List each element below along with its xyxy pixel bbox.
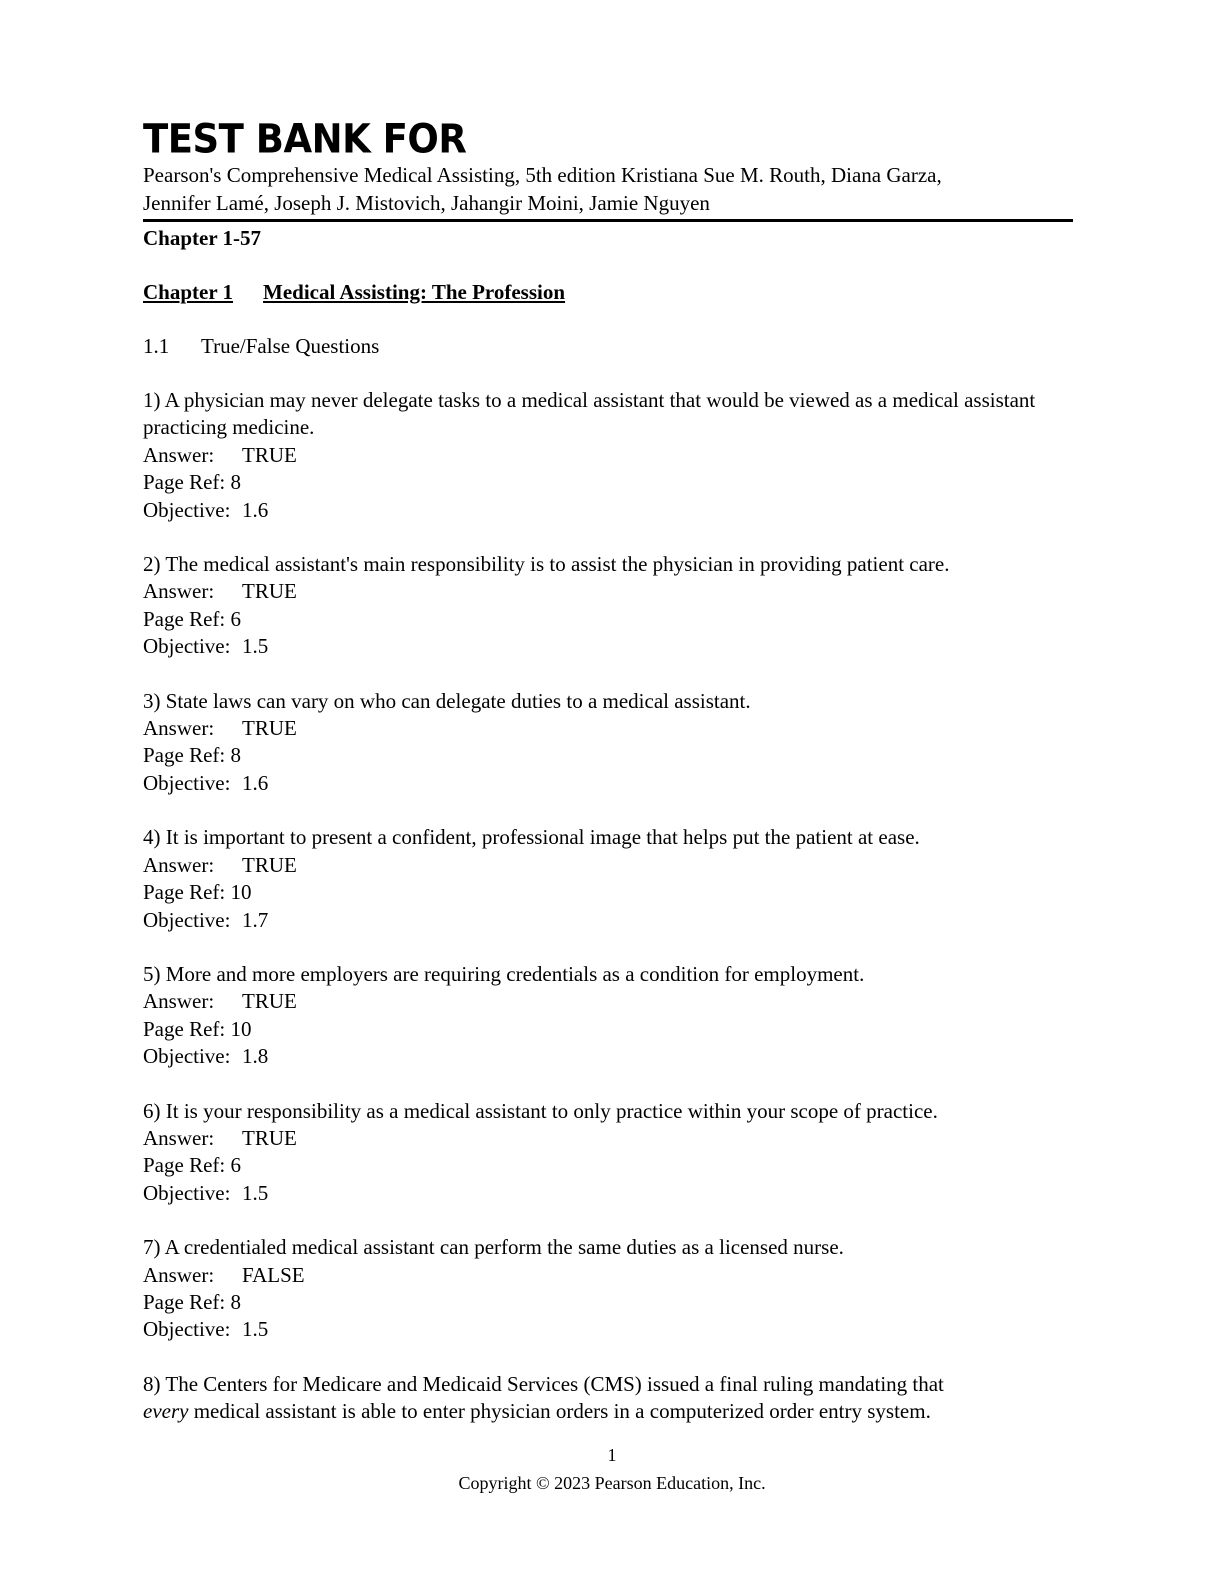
subtitle-line-2: Jennifer Lamé, Joseph J. Mistovich, Jahangir Moini, Jamie Nguyen xyxy=(143,191,710,215)
page-ref-value: 8 xyxy=(230,1289,241,1314)
page-ref-line: Page Ref: 8 xyxy=(143,743,241,768)
question-text: 2) The medical assistant's main responsibility is to assist the physician in providing patient care. xyxy=(143,552,950,577)
question-text: 3) State laws can vary on who can delegate duties to a medical assistant. xyxy=(143,688,751,713)
objective-line: Objective: 1.5 xyxy=(143,1317,269,1342)
question-text: 6) It is your responsibility as a medical assistant to only practice within your scope of practice. xyxy=(143,1098,938,1123)
question-text: 7) A credentialed medical assistant can perform the same duties as a licensed nurse. xyxy=(143,1235,844,1260)
chapter-heading xyxy=(143,278,1073,306)
page-ref-value: 8 xyxy=(230,470,241,495)
answer-line: Answer: TRUE xyxy=(143,579,297,604)
emphasis-every: every xyxy=(143,1399,189,1424)
page-ref-line: Page Ref: 8 xyxy=(143,1289,241,1314)
question-5 xyxy=(143,961,1073,1071)
test-bank-banner: TEST BANK FOR xyxy=(143,115,467,163)
answer-line: Answer: TRUE xyxy=(143,989,297,1014)
objective-line: Objective: 1.7 xyxy=(143,907,269,932)
question-text-line-2: every medical assistant is able to enter physician orders in a computerized order entry system. xyxy=(143,1399,931,1424)
section-number: 1.1 xyxy=(143,334,170,358)
objective-value: 1.6 xyxy=(242,497,269,522)
page-ref-value: 6 xyxy=(230,606,241,631)
answer-line: Answer: TRUE xyxy=(143,716,297,741)
objective-value: 1.7 xyxy=(242,907,269,932)
answer-value: TRUE xyxy=(242,989,297,1014)
page-ref-line: Page Ref: 10 xyxy=(143,1016,252,1041)
page-ref-line: Page Ref: 6 xyxy=(143,606,241,631)
answer-value: FALSE xyxy=(242,1262,305,1287)
question-text: 4) It is important to present a confident, professional image that helps put the patient at ease. xyxy=(143,825,920,850)
question-1 xyxy=(143,387,1073,524)
objective-value: 1.5 xyxy=(242,1180,269,1205)
answer-value: TRUE xyxy=(242,716,297,741)
question-4 xyxy=(143,824,1073,934)
page-number: 1 xyxy=(607,1445,617,1465)
answer-line: Answer: FALSE xyxy=(143,1262,305,1287)
answer-value: TRUE xyxy=(242,442,297,467)
objective-value: 1.8 xyxy=(242,1044,269,1069)
objective-line: Objective: 1.5 xyxy=(143,1180,269,1205)
book-subtitle xyxy=(143,161,1073,217)
chapter-range: Chapter 1-57 xyxy=(143,226,262,250)
answer-line: Answer: TRUE xyxy=(143,1125,297,1150)
page-ref-value: 6 xyxy=(230,1153,241,1178)
objective-line: Objective: 1.8 xyxy=(143,1044,269,1069)
page-ref-value: 8 xyxy=(230,743,241,768)
answer-line: Answer: TRUE xyxy=(143,852,297,877)
answer-value: TRUE xyxy=(242,852,297,877)
document-page xyxy=(143,115,1073,1426)
section-heading xyxy=(143,332,1073,360)
answer-value: TRUE xyxy=(242,579,297,604)
objective-value: 1.5 xyxy=(242,634,269,659)
section-title: True/False Questions xyxy=(201,334,380,358)
question-3 xyxy=(143,688,1073,798)
objective-line: Objective: 1.6 xyxy=(143,770,269,795)
question-text-line-1: 8) The Centers for Medicare and Medicaid Services (CMS) issued a final ruling mandating that xyxy=(143,1371,944,1396)
copyright-notice: Copyright © 2023 Pearson Education, Inc. xyxy=(458,1473,766,1493)
question-text: 5) More and more employers are requiring credentials as a condition for employment. xyxy=(143,961,865,986)
answer-line: Answer: TRUE xyxy=(143,442,297,467)
question-8 xyxy=(143,1371,1073,1426)
objective-value: 1.6 xyxy=(242,770,269,795)
chapter-number: Chapter 1 xyxy=(143,280,234,304)
objective-line: Objective: 1.5 xyxy=(143,634,269,659)
answer-value: TRUE xyxy=(242,1125,297,1150)
page-ref-value: 10 xyxy=(230,880,252,905)
objective-value: 1.5 xyxy=(242,1317,269,1342)
question-6 xyxy=(143,1098,1073,1208)
subtitle-line-1: Pearson's Comprehensive Medical Assisting, 5th edition Kristiana Sue M. Routh, Diana Garza, xyxy=(143,163,942,187)
page-ref-value: 10 xyxy=(230,1016,252,1041)
page-ref-line: Page Ref: 6 xyxy=(143,1153,241,1178)
chapter-title: Medical Assisting: The Profession xyxy=(263,280,566,304)
page-ref-line: Page Ref: 8 xyxy=(143,470,241,495)
header-rule xyxy=(143,219,1073,222)
page-ref-line: Page Ref: 10 xyxy=(143,880,252,905)
question-2 xyxy=(143,551,1073,661)
objective-line: Objective: 1.6 xyxy=(143,497,269,522)
question-text: 1) A physician may never delegate tasks to a medical assistant that would be viewed as a medical assistant practicing medicine. xyxy=(143,388,1036,440)
question-7 xyxy=(143,1234,1073,1344)
